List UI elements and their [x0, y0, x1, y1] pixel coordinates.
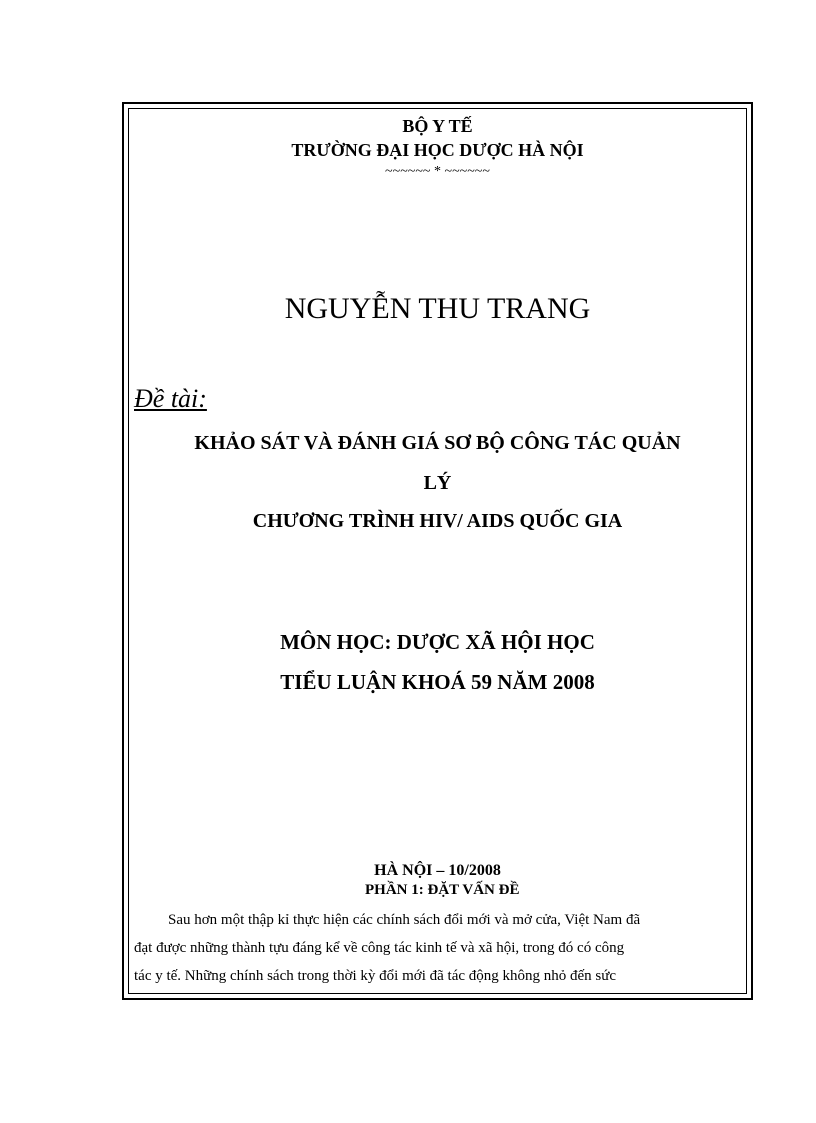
school-name: TRƯỜNG ĐẠI HỌC DƯỢC HÀ NỘI: [291, 140, 584, 160]
ministry-name: BỘ Y TẾ: [402, 116, 473, 136]
header-ornament: ~~~~~~ * ~~~~~~: [385, 164, 490, 179]
place-date: HÀ NỘI – 10/2008: [374, 862, 501, 879]
topic-title-line-3: CHƯƠNG TRÌNH HIV/ AIDS QUỐC GIA: [252, 510, 623, 532]
author-name: NGUYỄN THU TRANG: [284, 292, 591, 325]
essay-info: TIỂU LUẬN KHOÁ 59 NĂM 2008: [280, 670, 595, 694]
paragraph-line: đạt được những thành tựu đáng kể về công tác kinh tế và xã hội, trong đó có công: [134, 940, 625, 956]
intro-paragraph: [134, 906, 740, 990]
paragraph-line: Sau hơn một thập kỉ thực hiện các chính sách đổi mới và mở cửa, Việt Nam đã: [168, 912, 641, 928]
topic-label: Đề tài:: [134, 384, 207, 413]
topic-title-line-2: LÝ: [423, 472, 452, 494]
part-title: PHẦN 1: ĐẶT VẤN ĐỀ: [365, 882, 520, 898]
paragraph-line: tác y tế. Những chính sách trong thời kỳ đổi mới đã tác động không nhỏ đến sức: [134, 968, 617, 984]
topic-title-line-1: KHẢO SÁT VÀ ĐÁNH GIÁ SƠ BỘ CÔNG TÁC QUẢN: [194, 432, 681, 454]
course-subject: MÔN HỌC: DƯỢC XÃ HỘI HỌC: [280, 630, 595, 654]
